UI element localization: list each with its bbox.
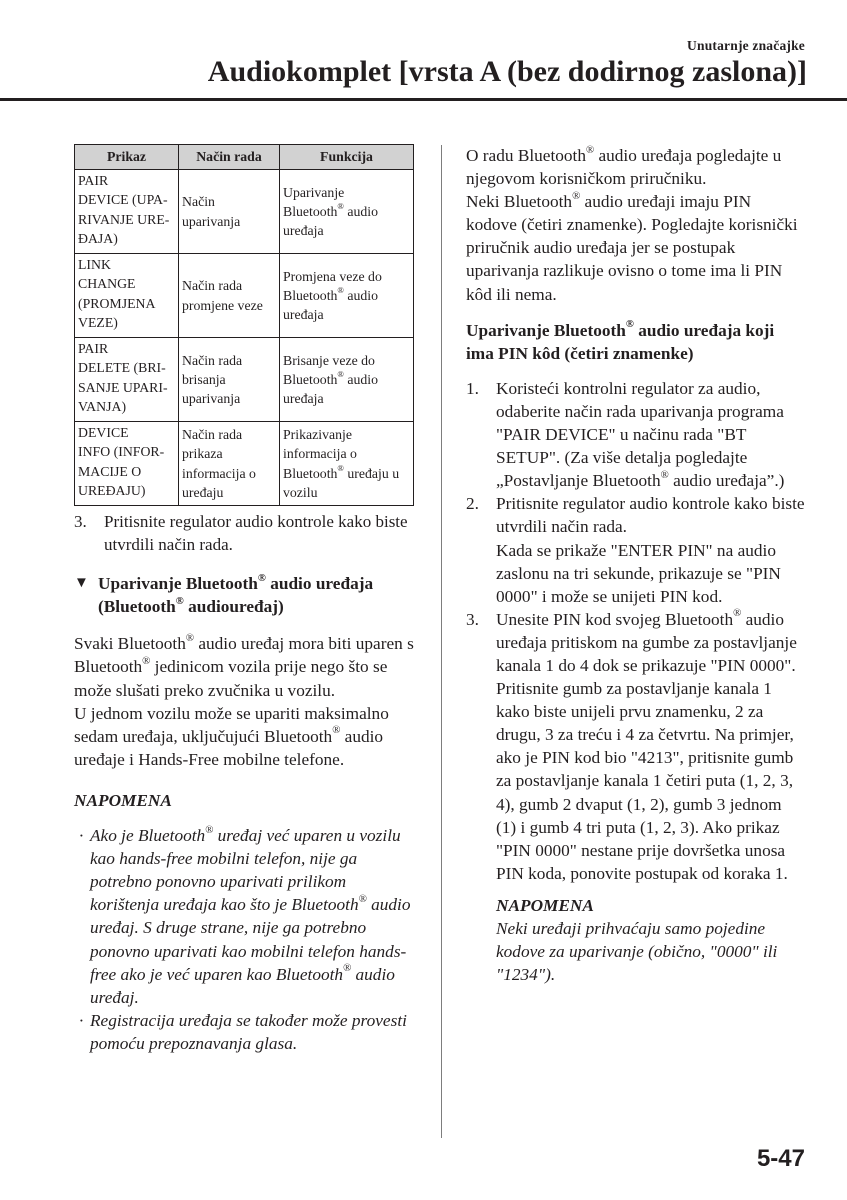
- cell-line: Način rada: [182, 352, 243, 368]
- cell-text: Bluetooth: [283, 371, 338, 387]
- registered-mark: ®: [257, 571, 266, 584]
- cell-display: [75, 338, 179, 422]
- cell-line: ĐAJA): [78, 230, 118, 246]
- cell-line: DELETE (BRI-: [78, 360, 166, 376]
- cell-line: uparivanja: [182, 391, 241, 407]
- cell-function: [280, 170, 414, 254]
- step-2: [466, 492, 806, 538]
- cell-display: [75, 422, 179, 506]
- table-header-row: [75, 145, 414, 170]
- text: Neki Bluetooth: [466, 192, 573, 212]
- text: audio uređaj. S druge strane, nije ga potrebno ponovno uparivati kao mobilni telefon hands-free ako je već uparen kao Bluetooth: [90, 895, 411, 984]
- text: uređaj već uparen u vozilu kao hands-free mobilni telefon, nije ga potrebno ponovno uparivati prilikom korištenja uređaja kao što je Bluetooth: [90, 826, 401, 915]
- cell-line: Način rada: [182, 426, 243, 442]
- cell-line: promjene veze: [182, 297, 263, 313]
- cell-line: VEZE): [78, 314, 118, 330]
- cell-line: Način rada: [182, 278, 243, 294]
- cell-line: PAIR: [78, 173, 109, 188]
- step-number: 3.: [74, 512, 87, 531]
- page-number: 5-47: [756, 1145, 805, 1172]
- registered-mark: ®: [205, 823, 214, 836]
- cell-line: MACIJE O: [78, 463, 142, 479]
- mode-table: [74, 144, 414, 506]
- section-label: Unutarnje značajke: [687, 38, 805, 53]
- cell-function: [280, 338, 414, 422]
- cell-text: audio: [347, 287, 379, 303]
- cell-mode: [179, 422, 280, 506]
- heading-text: audio uređaja (Bluetooth: [98, 574, 374, 617]
- cell-text: Bluetooth: [283, 287, 338, 303]
- registered-mark: ®: [572, 189, 581, 202]
- text: audio uređaje i Hands-Free mobilne telefone.: [74, 726, 384, 769]
- step-3-detail: [466, 677, 806, 885]
- subheading: [466, 319, 806, 365]
- text: jedinicom vozila prije nego što se može slušati preko zvučnika u vozilu.: [74, 657, 388, 700]
- cell-line: Promjena veze do: [283, 268, 382, 284]
- cell-line: CHANGE: [78, 276, 136, 292]
- text: Ako je Bluetooth: [90, 826, 206, 846]
- text: Pritisnite regulator audio kontrole kako biste utvrdili način rada.: [496, 494, 805, 537]
- cell-line: informacija o: [283, 446, 357, 462]
- cell-line: uređaja: [283, 223, 324, 239]
- bullet-icon: ·: [79, 1010, 84, 1030]
- cell-line: UREĐAJU): [78, 482, 146, 498]
- header-function: Funkcija: [280, 145, 414, 170]
- registered-mark: ®: [175, 594, 184, 607]
- text: Svaki Bluetooth: [74, 634, 186, 654]
- step-3: [466, 608, 806, 677]
- registered-mark: ®: [337, 462, 344, 473]
- cell-line: Prikazivanje: [283, 426, 352, 442]
- cell-line: DEVICE (UPA-: [78, 192, 168, 208]
- header-mode: Način rada: [179, 145, 280, 170]
- cell-text: uređaju u: [347, 465, 400, 481]
- text: audio uređaja pogledajte u njegovom korisničkom priručniku.: [466, 146, 782, 189]
- cell-display: [75, 254, 179, 338]
- table-row: [75, 338, 414, 422]
- note-item: [74, 824, 418, 1009]
- step-text: Pritisnite regulator audio kontrole kako biste utvrdili način rada.: [104, 512, 408, 555]
- cell-line: RIVANJE URE-: [78, 211, 170, 227]
- cell-line: VANJA): [78, 398, 127, 414]
- note-text: Neki uređaji prihvaćaju samo pojedine kodove za uparivanje (obično, "0000" ili "1234").: [496, 919, 778, 985]
- step-number: 3.: [466, 609, 479, 629]
- paragraph: [74, 632, 418, 701]
- cell-function: [280, 422, 414, 506]
- cell-text: audio: [347, 203, 379, 219]
- paragraph: [466, 144, 806, 190]
- registered-mark: ®: [337, 200, 344, 211]
- text: audio uređaja”.): [668, 471, 785, 491]
- cell-function: [280, 254, 414, 338]
- table-row: [75, 170, 414, 254]
- text: Pritisnite gumb za postavljanje kanala 1 kako biste unijeli prvu znamenku, 2 za drugu, 3 za treću i 4 za četvrtu. Na primjer, ako je PIN kod bio "4213", pritisnite gumb za postavljanje kanala 1 četiri puta (1, 2, 3, 4), gumb 2 dvaput (1, 2), gumb 3 jednom (1) i gumb 4 tri puta (1, 2, 3). Ako prikaz "PIN 0000" nestane prije dovršetka unosa PIN koda, ponovite postupak od koraka 1.: [496, 679, 794, 883]
- right-column: [466, 144, 806, 986]
- cell-text: audio: [347, 371, 379, 387]
- text: O radu Bluetooth: [466, 146, 586, 165]
- cell-line: vozilu: [283, 484, 318, 500]
- step-1: [466, 377, 806, 492]
- cell-text: Bluetooth: [283, 465, 338, 481]
- column-divider: [441, 145, 442, 1138]
- text: Uparivanje Bluetooth: [466, 320, 626, 340]
- step-2-detail: [466, 539, 806, 608]
- cell-line: Brisanje veze do: [283, 352, 375, 368]
- step-number: 2.: [466, 494, 479, 514]
- page-title: Audiokomplet [vrsta A (bez dodirnog zaslona)]: [207, 55, 807, 88]
- registered-mark: ®: [332, 724, 341, 737]
- text: audio uređaj.: [90, 964, 395, 1007]
- registered-mark: ®: [337, 368, 344, 379]
- cell-line: Uparivanje: [283, 184, 345, 200]
- cell-line: SANJE UPARI-: [78, 379, 168, 395]
- step-3-left: [74, 510, 418, 556]
- text: audio uređaja pritiskom na gumbe za postavljanje kanala 1 do 4 dok se prikazuje "PIN 0000".: [496, 609, 797, 675]
- table-row: [75, 254, 414, 338]
- registered-mark: ®: [358, 892, 367, 905]
- registered-mark: ®: [185, 632, 195, 645]
- note-item: [74, 1009, 418, 1055]
- text: Kada se prikaže "ENTER PIN" na audio zaslonu na tri sekunde, prikazuje se "PIN 0000" i može se unijeti PIN kod.: [496, 540, 781, 606]
- text: U jednom vozilu može se upariti maksimalno sedam uređaja, uključujući Bluetooth: [74, 703, 389, 746]
- text: Koristeći kontrolni regulator za audio, odaberite način rada uparivanja programa "PAIR DEVICE" u načinu rada "BT SETUP". (Za više detalja pogledajte „Postavljanje Bluetooth: [496, 378, 784, 491]
- paragraph: [466, 190, 806, 305]
- title-rule: [0, 98, 847, 101]
- cell-line: LINK: [78, 257, 111, 272]
- cell-line: uređaju: [182, 484, 224, 500]
- registered-mark: ®: [343, 962, 352, 975]
- triangle-marker-icon: ▼: [74, 575, 89, 592]
- note-title: NAPOMENA: [496, 895, 594, 915]
- registered-mark: ®: [733, 607, 742, 620]
- registered-mark: ®: [586, 143, 595, 156]
- cell-line: uparivanja: [182, 213, 241, 229]
- cell-line: [283, 286, 411, 305]
- cell-display: [75, 170, 179, 254]
- cell-line: [283, 464, 411, 483]
- cell-mode: [179, 254, 280, 338]
- step-number: 1.: [466, 378, 479, 398]
- registered-mark: ®: [142, 655, 151, 668]
- text: Registracija uređaja se također može provesti pomoću prepoznavanja glasa.: [90, 1010, 407, 1053]
- section-heading: [74, 572, 418, 618]
- left-column: [74, 144, 418, 1055]
- text: audio uređaji imaju PIN kodove (četiri znamenke). Pogledajte korisnički priručnik audio uređaja jer se postupak uparivanja razlikuje ovisno o tome ima li PIN kôd ili nema.: [466, 192, 798, 304]
- cell-mode: [179, 170, 280, 254]
- note-title: NAPOMENA: [74, 790, 172, 810]
- text: Unesite PIN kod svojeg Bluetooth: [496, 609, 734, 629]
- header-display: Prikaz: [75, 145, 179, 170]
- registered-mark: ®: [660, 468, 669, 481]
- registered-mark: ®: [625, 318, 634, 331]
- heading-text: Uparivanje Bluetooth: [98, 574, 258, 594]
- cell-line: (PROMJENA: [78, 295, 156, 311]
- cell-line: PAIR: [78, 341, 109, 356]
- cell-line: Način: [182, 194, 215, 210]
- bullet-icon: ·: [79, 826, 84, 846]
- cell-line: uređaja: [283, 391, 324, 407]
- cell-line: [283, 202, 411, 221]
- cell-mode: [179, 338, 280, 422]
- registered-mark: ®: [337, 284, 344, 295]
- paragraph: [74, 702, 418, 771]
- cell-line: uređaja: [283, 307, 324, 323]
- cell-text: Bluetooth: [283, 203, 338, 219]
- cell-line: brisanja: [182, 371, 226, 387]
- text: audio uređaja koji ima PIN kôd (četiri znamenke): [466, 320, 775, 363]
- text: audio uređaj mora biti uparen s Bluetooth: [74, 634, 414, 677]
- cell-line: informacija o: [182, 465, 256, 481]
- table-row: [75, 422, 414, 506]
- cell-line: [283, 370, 411, 389]
- heading-text: audiouređaj): [183, 597, 284, 617]
- cell-line: prikaza: [182, 446, 223, 462]
- cell-line: DEVICE: [78, 425, 129, 440]
- cell-line: INFO (INFOR-: [78, 444, 165, 460]
